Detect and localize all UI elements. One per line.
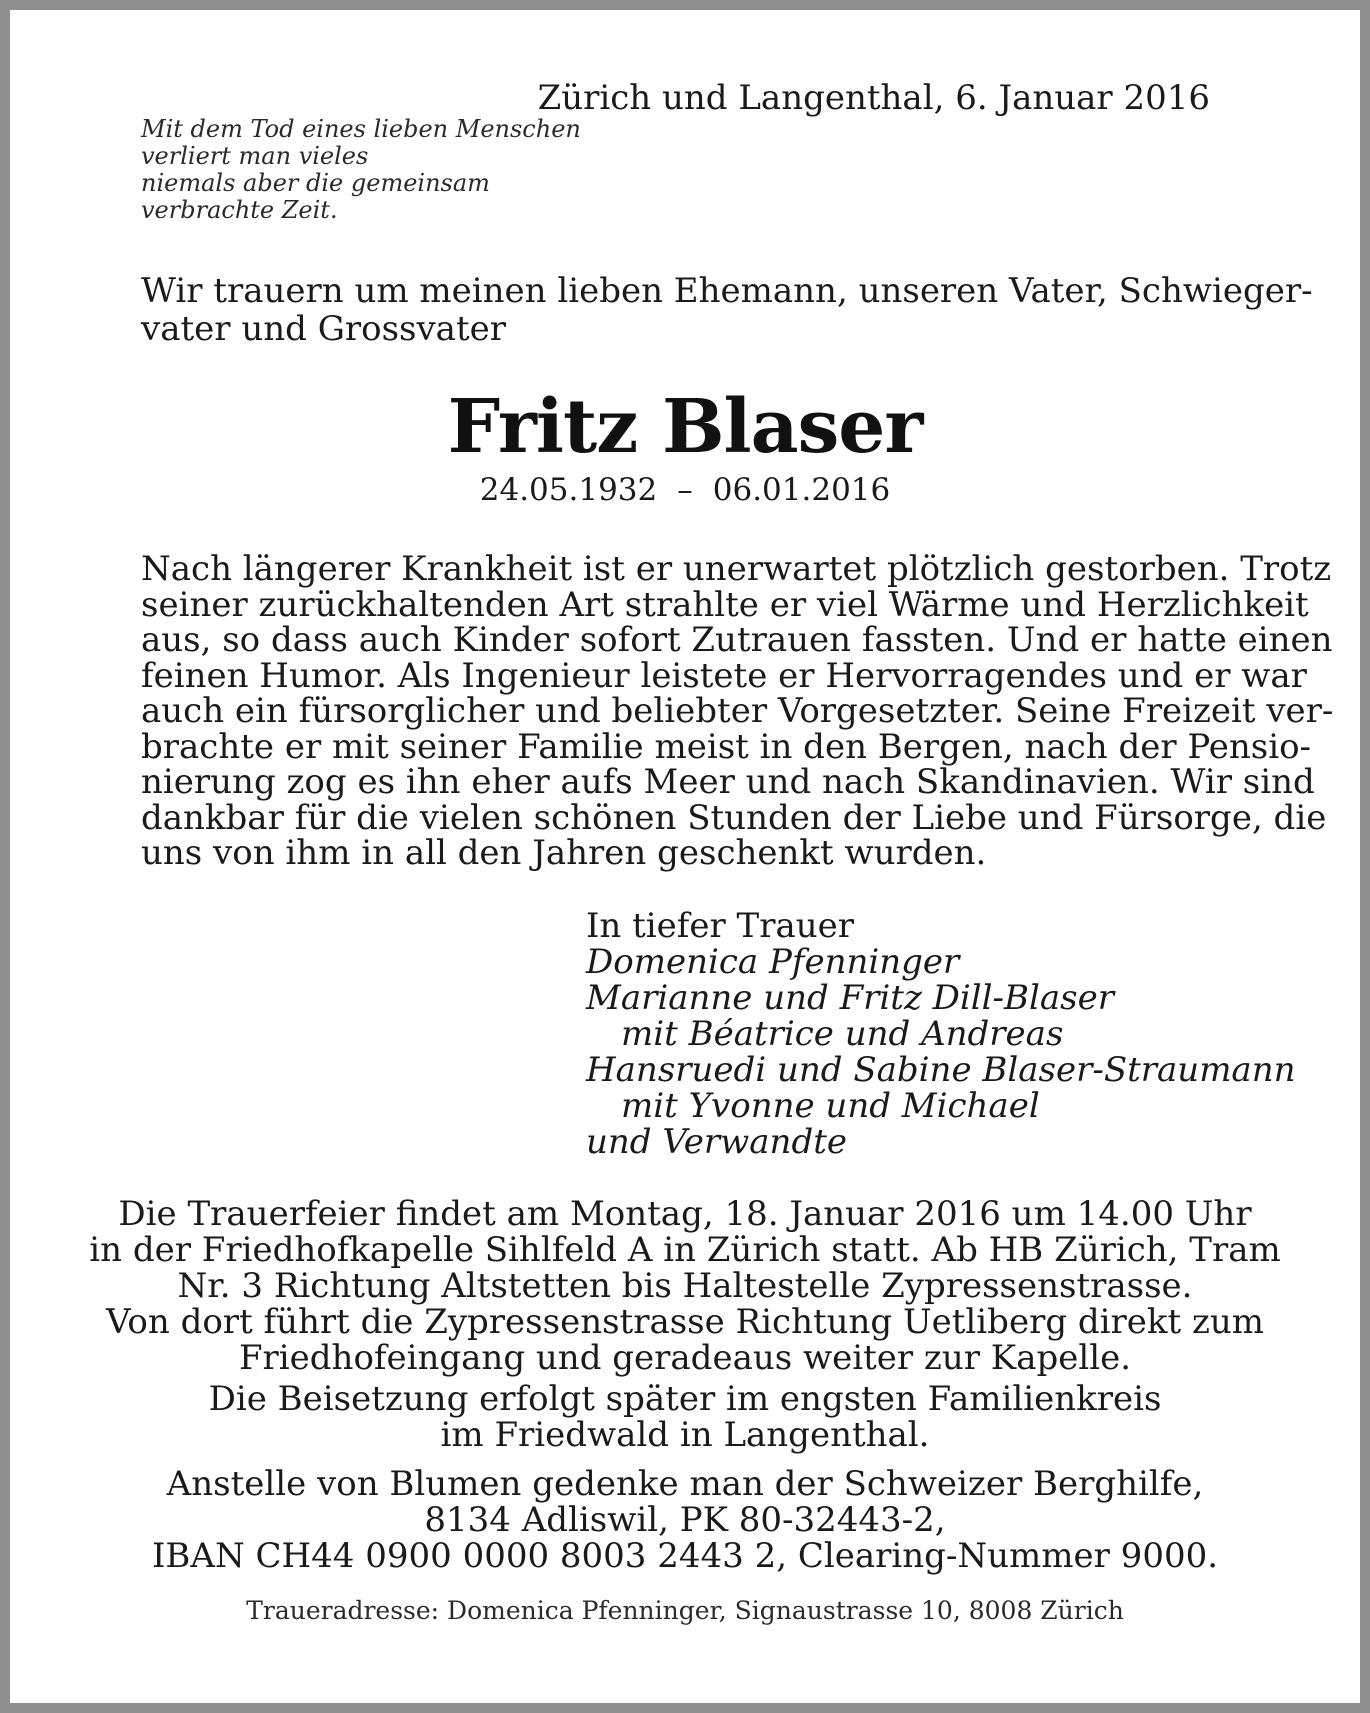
obituary-body (141, 549, 1334, 873)
date-separator: – (677, 472, 693, 508)
motto-quote (141, 116, 581, 224)
place-date: Zürich und Langenthal, 6. Januar 2016 (537, 78, 1210, 118)
mourner-line: mit Béatrice und Andreas (621, 1014, 1064, 1054)
deceased-name: Fritz Blaser (447, 384, 923, 470)
burial-info (10, 1381, 1360, 1453)
body-line: aus, so dass auch Kinder sofort Zutrauen fassten. Und er hatte einen (141, 620, 1333, 660)
mourning-address: Traueradresse: Domenica Pfenninger, Signaustrasse 10, 8008 Zürich (246, 1596, 1124, 1625)
body-line: nierung zog es ihn eher aufs Meer und nach Skandinavien. Wir sind (141, 762, 1315, 802)
mourner-line: Domenica Pfenninger (586, 942, 960, 982)
ceremony-line: Von dort führt die Zypressenstrasse Richtung Uetliberg direkt zum (105, 1302, 1265, 1342)
body-line: auch ein fürsorglicher und beliebter Vorgesetzter. Seine Freizeit ver- (141, 691, 1334, 731)
body-line: uns von ihm in all den Jahren geschenkt wurden. (141, 833, 987, 873)
body-line: seiner zurückhaltenden Art strahlte er viel Wärme und Herzlichkeit (141, 584, 1309, 625)
intro-line: vater und Grossvater (141, 309, 506, 349)
mourning-heading: In tiefer Trauer (586, 906, 855, 946)
death-date: 06.01.2016 (712, 472, 891, 508)
donation-info (10, 1466, 1360, 1574)
ceremony-line: Die Trauerfeier findet am Montag, 18. Januar 2016 um 14.00 Uhr (118, 1194, 1252, 1234)
donation-line: Anstelle von Blumen gedenke man der Schweizer Berghilfe, (166, 1464, 1204, 1504)
body-line: feinen Humor. Als Ingenieur leistete er Hervorragendes und er war (141, 655, 1307, 696)
ceremony-info (10, 1196, 1360, 1376)
body-line: dankbar für die vielen schönen Stunden der Liebe und Fürsorge, die (141, 797, 1327, 838)
body-line: Nach längerer Krankheit ist er unerwartet plötzlich gestorben. Trotz (141, 549, 1332, 589)
mourner-line: und Verwandte (586, 1122, 847, 1162)
donation-line: IBAN CH44 0900 0000 8003 2443 2, Clearing-Nummer 9000. (151, 1536, 1219, 1576)
birth-date: 24.05.1932 (479, 472, 658, 508)
obituary-page (10, 10, 1360, 1703)
burial-line: im Friedwald in Langenthal. (440, 1415, 930, 1455)
mourners-block (586, 906, 1296, 1162)
life-dates (10, 472, 1360, 508)
ceremony-line: in der Friedhofkapelle Sihlfeld A in Zürich statt. Ab HB Zürich, Tram (89, 1230, 1281, 1270)
burial-line: Die Beisetzung erfolgt später im engsten Familienkreis (208, 1379, 1162, 1419)
body-line: brachte er mit seiner Familie meist in den Bergen, nach der Pensio- (141, 726, 1312, 767)
mourner-line: mit Yvonne und Michael (621, 1086, 1040, 1126)
motto-line: verliert man vieles (141, 142, 369, 170)
motto-line: verbrachte Zeit. (141, 196, 338, 224)
ceremony-line: Nr. 3 Richtung Altstetten bis Haltestelle Zypressenstrasse. (177, 1266, 1193, 1306)
motto-line: niemals aber die gemeinsam (141, 169, 490, 197)
ceremony-line: Friedhofeingang und geradeaus weiter zur Kapelle. (238, 1338, 1132, 1378)
motto-line: Mit dem Tod eines lieben Menschen (141, 115, 581, 143)
intro-text (141, 271, 1313, 349)
donation-line: 8134 Adliswil, PK 80-32443-2, (424, 1500, 946, 1540)
intro-line: Wir trauern um meinen lieben Ehemann, unseren Vater, Schwieger- (141, 271, 1313, 311)
mourner-line: Marianne und Fritz Dill-Blaser (586, 978, 1114, 1018)
mourner-line: Hansruedi und Sabine Blaser-Straumann (586, 1050, 1296, 1090)
